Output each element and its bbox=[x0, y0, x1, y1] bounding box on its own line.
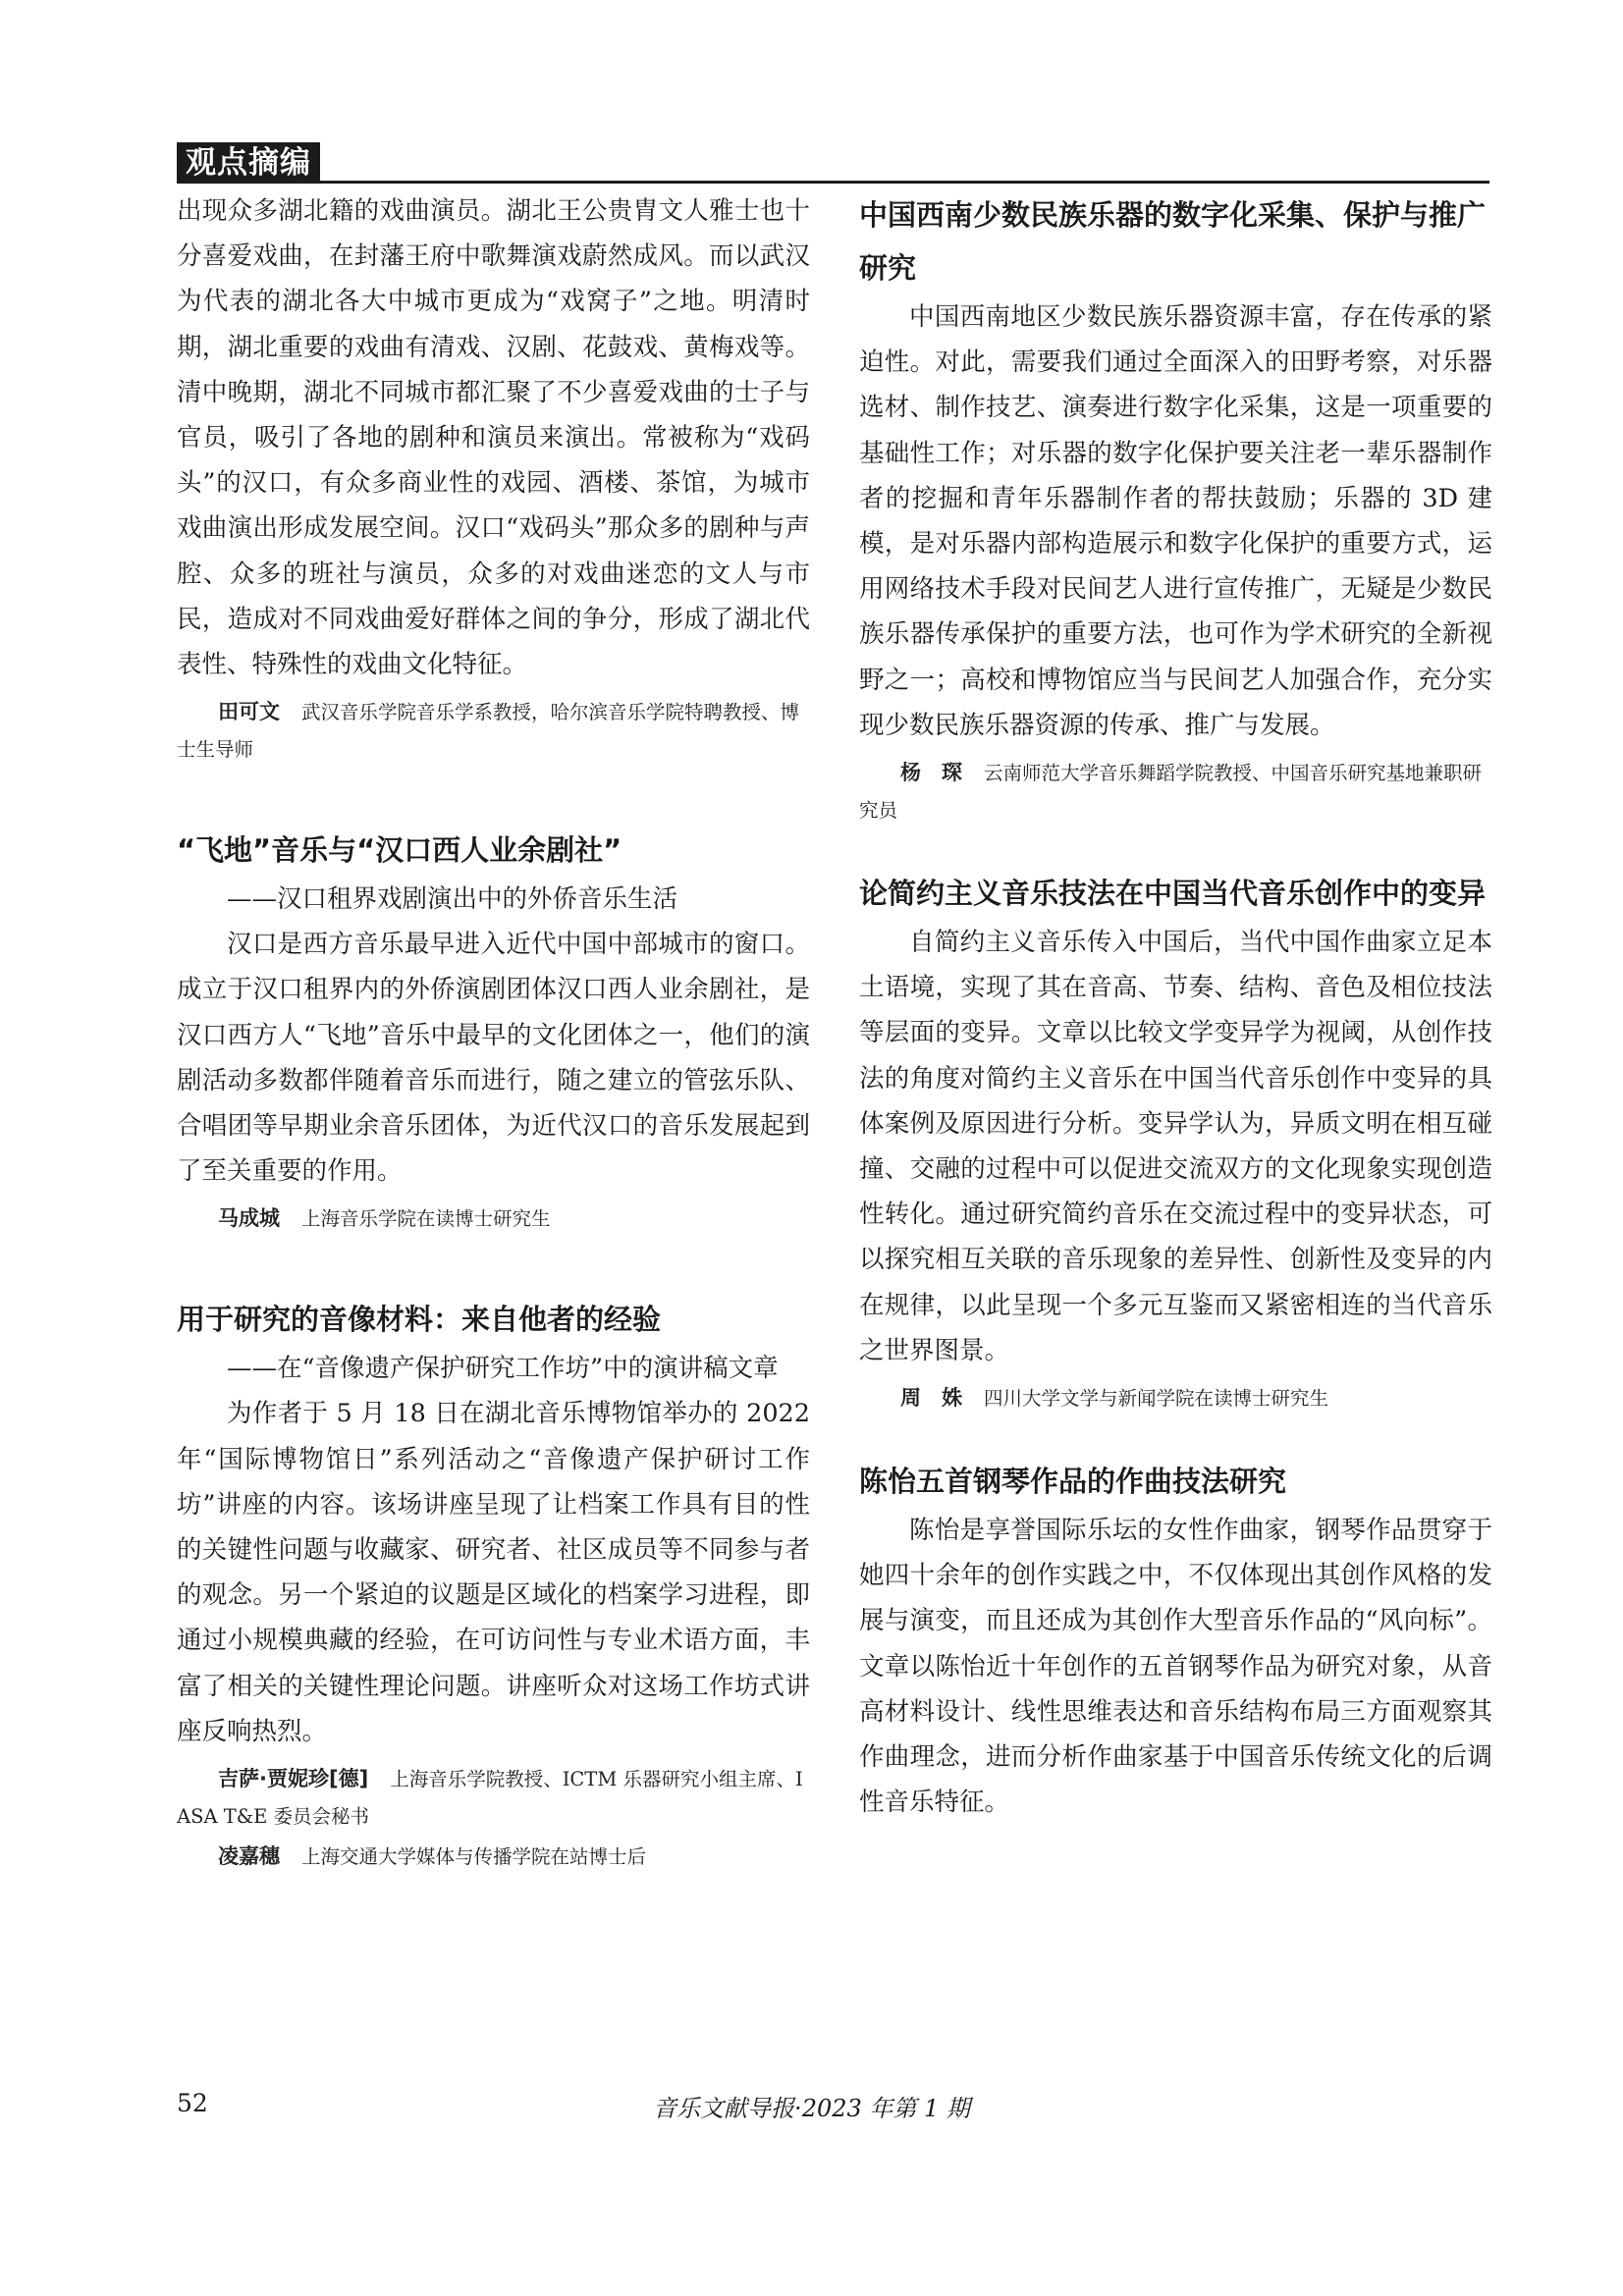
spacer bbox=[177, 769, 810, 824]
article-title: “飞地”音乐与“汉口西人业余剧社” bbox=[177, 833, 622, 868]
article-body: 汉口是西方音乐最早进入近代中国中部城市的窗口。成立于汉口租界内的外侨演剧团体汉口西人业余剧社，是汉口西方人“飞地”音乐中最早的文化团体之一，他们的演剧活动多数都伴随着音乐而进行，随之建立的管弦乐队、合唱团等早期业余音乐团体，为近代汉口的音乐发展起到了至关重要的作用。 bbox=[177, 930, 810, 1187]
author-affiliation: 上海交通大学媒体与传播学院在站博士后 bbox=[301, 1845, 647, 1869]
author-name: 马成城 bbox=[218, 1206, 280, 1231]
author-name: 周 姝 bbox=[900, 1386, 962, 1411]
article-author bbox=[177, 1760, 810, 1836]
article-author bbox=[859, 754, 1492, 829]
page-number: 52 bbox=[177, 2089, 208, 2117]
author-affiliation: 上海音乐学院教授、ICTM 乐器研究小组主席、IASA T&E 委员会秘书 bbox=[177, 1768, 803, 1829]
author-affiliation: 上海音乐学院在读博士研究生 bbox=[301, 1207, 551, 1231]
author-name: 杨 琛 bbox=[900, 761, 962, 785]
article-author bbox=[859, 1379, 1492, 1417]
intro-paragraph: 出现众多湖北籍的戏曲演员。湖北王公贵胄文人雅士也十分喜爱戏曲，在封藩王府中歌舞演戏蔚然成风。而以武汉为代表的湖北各大中城市更成为“戏窝子”之地。明清时期，湖北重要的戏曲有清戏、汉剧、花鼓戏、黄梅戏等。清中晚期，湖北不同城市都汇聚了不少喜爱戏曲的士子与官员，吸引了各地的剧种和演员来演出。常被称为“戏码头”的汉口，有众多商业性的戏园、酒楼、茶馆，为城市戏曲演出形成发展空间。汉口“戏码头”那众多的剧种与声腔、众多的班社与演员，众多的对戏曲迷恋的文人与市民，造成对不同戏曲爱好群体之间的争分，形成了湖北代表性、特殊性的戏曲文化特征。 bbox=[177, 196, 810, 680]
article-subtitle: ——在“音像遗产保护研究工作坊”中的演讲稿文章 bbox=[227, 1354, 779, 1384]
article-title: 陈怡五首钢琴作品的作曲技法研究 bbox=[859, 1465, 1287, 1499]
article-author bbox=[177, 1838, 810, 1876]
article-author bbox=[177, 1200, 810, 1238]
header-rule bbox=[177, 181, 1489, 184]
article-subtitle: ——汉口租界戏剧演出中的外侨音乐生活 bbox=[227, 884, 678, 915]
author-affiliation: 云南师范大学音乐舞蹈学院教授、中国音乐研究基地兼职研究员 bbox=[859, 762, 1483, 823]
article-body: 中国西南地区少数民族乐器资源丰富，存在传承的紧迫性。对此，需要我们通过全面深入的田野考察，对乐器选材、制作技艺、演奏进行数字化采集，这是一项重要的基础性工作；对乐器的数字化保护要关注老一辈乐器制作者的挖掘和青年乐器制作者的帮扶鼓励；乐器的 3D 建模，是对乐器内部构造展示和数字化保护的重要方式，运用网络技术手段对民间艺人进行宣传推广，无疑是少数民族乐器传承保护的重要方法，也可作为学术研究的全新视野之一；高校和博物馆应当与民间艺人加强合作，充分实现少数民族乐器资源的传承、推广与发展。 bbox=[859, 302, 1492, 740]
intro-author bbox=[177, 693, 810, 769]
article-body: 为作者于 5 月 18 日在湖北音乐博物馆举办的 2022 年“国际博物馆日”系列活动之“音像遗产保护研讨工作坊”讲座的内容。该场讲座呈现了让档案工作具有目的性的关键性问题与收藏家、研究者、社区成员等不同参与者的观念。另一个紧迫的议题是区域化的档案学习进程，即通过小规模典藏的经验，在可访问性与专业术语方面，丰富了相关的关键性理论问题。讲座听众对这场工作坊式讲座反响热烈。 bbox=[177, 1399, 810, 1746]
article-title: 论简约主义音乐技法在中国当代音乐创作中的变异 bbox=[859, 877, 1487, 911]
spacer bbox=[177, 1238, 810, 1293]
journal-footer: 音乐文献导报·2023 年第 1 期 bbox=[653, 2095, 970, 2122]
article-title: 用于研究的音像材料：来自他者的经验 bbox=[177, 1303, 662, 1337]
spacer bbox=[859, 829, 1492, 867]
author-affiliation: 四川大学文学与新闻学院在读博士研究生 bbox=[984, 1387, 1329, 1411]
article-title: 中国西南少数民族乐器的数字化采集、保护与推广研究 bbox=[859, 198, 1487, 285]
author-name: 吉萨·贾妮珍[德] bbox=[218, 1767, 369, 1791]
author-affiliation: 武汉音乐学院音乐学系教授，哈尔滨音乐学院特聘教授、博士生导师 bbox=[177, 701, 800, 762]
article-body: 自简约主义音乐传入中国后，当代中国作曲家立足本土语境，实现了其在音高、节奏、结构、音色及相位技法等层面的变异。文章以比较文学变异学为视阈，从创作技法的角度对简约主义音乐在中国当代音乐创作中变异的具体案例及原因进行分析。变异学认为，异质文明在相互碰撞、交融的过程中可以促进交流双方的文化现象实现创造性转化。通过研究简约音乐在交流过程中的变异状态，可以探究相互关联的音乐现象的差异性、创新性及变异的内在规律，以此呈现一个多元互鉴而又紧密相连的当代音乐之世界图景。 bbox=[859, 928, 1492, 1365]
author-name: 凌嘉穗 bbox=[218, 1844, 280, 1869]
spacer bbox=[859, 1417, 1492, 1455]
article-body: 陈怡是享誉国际乐坛的女性作曲家，钢琴作品贯穿于她四十余年的创作实践之中，不仅体现出其创作风格的发展与演变，而且还成为其创作大型音乐作品的“风向标”。文章以陈怡近十年创作的五首钢琴作品为研究对象，从音高材料设计、线性思维表达和音乐结构布局三方面观察其作曲理念，进而分析作曲家基于中国音乐传统文化的后调性音乐特征。 bbox=[859, 1516, 1492, 1818]
author-name: 田可文 bbox=[218, 700, 280, 724]
right-column bbox=[859, 188, 1492, 1825]
section-label: 观点摘编 bbox=[177, 142, 320, 184]
left-column bbox=[177, 188, 810, 1876]
